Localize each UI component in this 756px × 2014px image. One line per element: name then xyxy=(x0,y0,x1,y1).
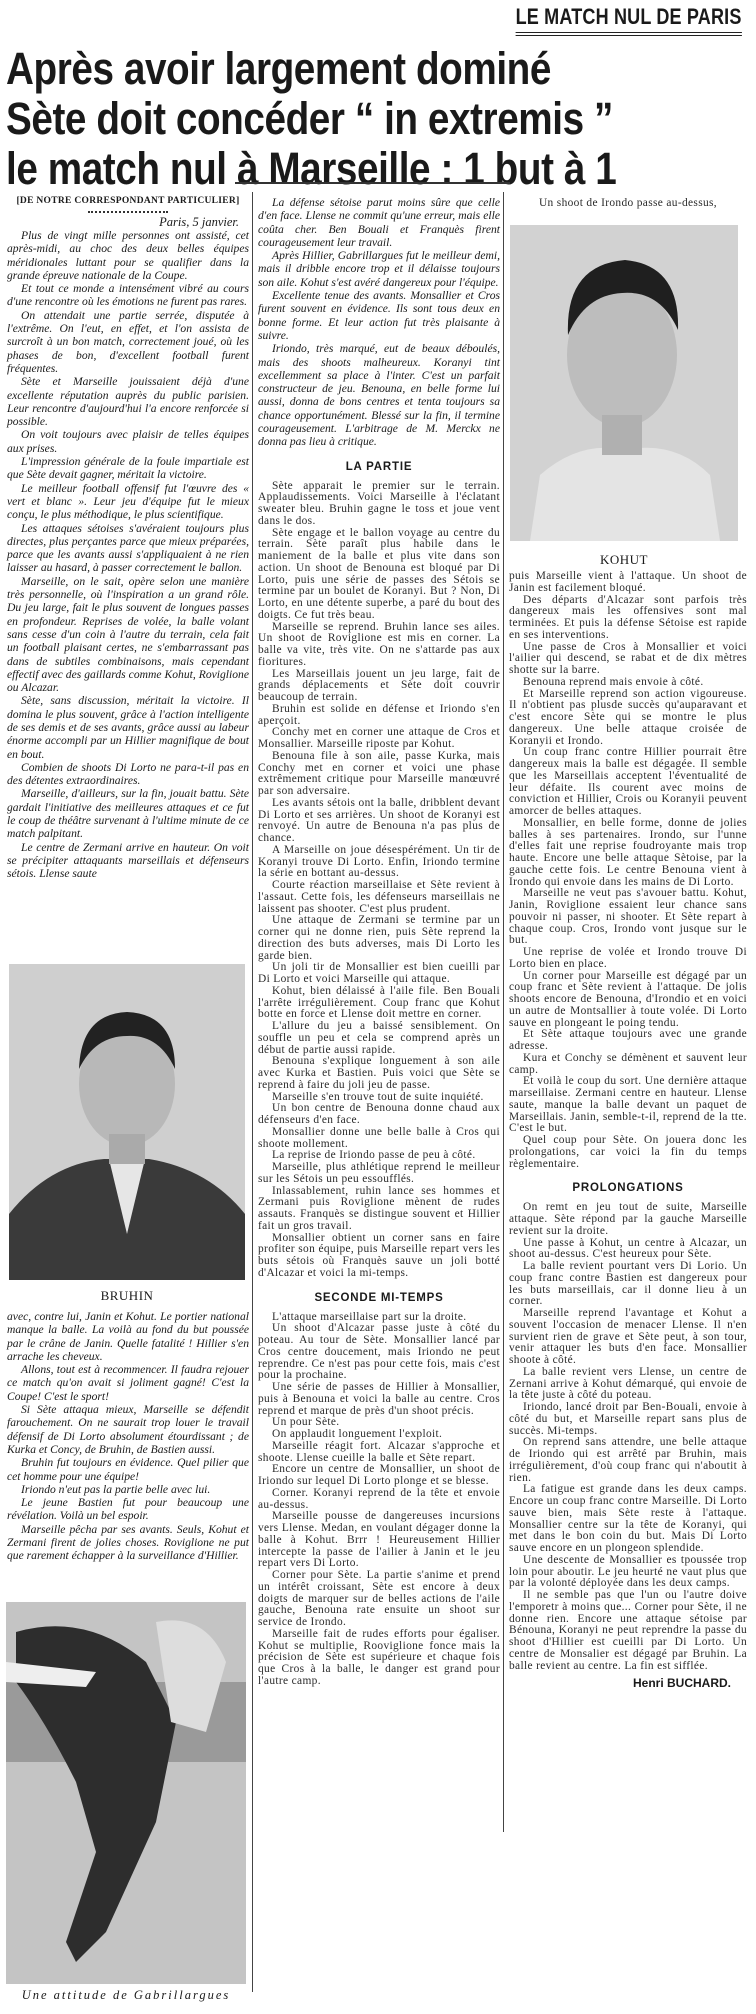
photo-bruhin-caption: BRUHIN xyxy=(100,1288,154,1303)
paragraph: Une passe de Cros à Monsallier et voici l'ailier qui descend, se rabat et de dix mètres shotte sur la barre. xyxy=(509,640,747,676)
paragraph: Des départs d'Alcazar sont parfois très dangereux mais les offensives sont mal terminées. Et puis la défense Sétoise est rapide en ses interventions. xyxy=(509,593,747,641)
paragraph: Inlassablement, ruhin lance ses hommes et Zermani puis Roviglione mènent de rudes assauts. Franquès se distingue souvent et Hillier fait un gros travail. xyxy=(258,1184,500,1232)
paragraph: Benouna reprend mais envoie à côté. xyxy=(523,675,704,688)
paragraph: Si Sète attaqua mieux, Marseille se défendit farouchement. On ne saurait trop louer le travail défensif de Di Lorto absolument étourdissant ; de Kurka et Concy, de Bruhin, de Bastien aussi. xyxy=(7,1403,249,1456)
paragraph: Les Marseillais jouent un jeu large, fait de grands déplacements et Sète doit couvrir beaucoup de terrain. xyxy=(258,667,500,704)
paragraph: On attendait une partie serrée, disputée à l'extrême. On l'eut, en effet, et l'on assista de surcroît à un bon match, correctement joué, où les phases de bon, d'excellent football furent fréquentes. xyxy=(7,308,249,375)
photo-kohut xyxy=(510,225,738,541)
paragraph: Bruhin est solide en défense et Iriondo s'en aperçoit. xyxy=(258,702,500,727)
paragraph: Benouna file à son aile, passe Kurka, mais Conchy met en corner et voici une phase extrêmement critique pour Marseille manœuvré par son adversaire. xyxy=(258,749,500,798)
photo-bruhin xyxy=(9,964,245,1280)
column-3 xyxy=(509,571,747,1690)
headline-rule xyxy=(235,182,510,184)
column-rule xyxy=(503,192,504,1832)
paragraph: Une passe à Kohut, un centre à Alcazar, un shoot au-dessus. C'est heureux pour Sète. xyxy=(509,1236,747,1261)
paragraph: Marseille reprend l'avantage et Kohut a souvent l'occasion de menacer Llense. Il n'en survient rien de grave et Sète peut, à son tour, venir attaquer les buts d'en face. Monsallier shoote à côté. xyxy=(509,1307,747,1366)
paragraph: Le meilleur football offensif fut l'œuvre des « vert et blanc ». Leur jeu d'équipe fut le mieux conçu, le plus méthodique, le plus scientifique. xyxy=(7,481,249,522)
paragraph: La défense sétoise parut moins sûre que celle d'en face. Llense ne commit qu'une erreur, mais elle coûta cher. Ben Bouali et Franquès firent courageusement leur travail. xyxy=(258,196,500,249)
paragraph: Marseille s'en trouve tout de suite inquiété. xyxy=(272,1090,484,1103)
paragraph: Après Hillier, Gabrillargues fut le meilleur demi, mais il dribble encore trop et il délaisse toujours son aile. Kohut s'est avéré dangereux pour l'équipe. xyxy=(258,249,500,289)
paragraph: Corner pour Sète. La partie s'anime et prend un intérêt croissant, Sète est encore à deux doigts de marquer sur de belles actions de l'aile gauche, Benouna rate ensuite un shoot sur service de Irondo. xyxy=(258,1569,500,1629)
paragraph: L'attaque marseillaise part sur la droite. xyxy=(272,1310,467,1323)
paragraph: A Marseille on joue désespérément. Un tir de Koranyi trouve Di Lorto. Enfin, Iriondo termine la série en bottant au-dessus. xyxy=(258,843,500,880)
paragraph: Monsallier donne une belle balle à Cros qui shoote mollement. xyxy=(258,1125,500,1150)
portrait-illustration xyxy=(510,225,738,541)
paragraph: Une attaque de Zermani se termine par un corner qui ne donne rien, puis Sète reprend la direction des buts adverses, mais Di Lorto les garde bien. xyxy=(258,914,500,962)
paragraph: La reprise de Iriondo passe de peu à côté. xyxy=(272,1149,476,1162)
paragraph: L'impression générale de la foule impartiale est que Sète devait gagner, méritait la victoire. xyxy=(7,455,249,482)
column2-seconde-paragraphs xyxy=(258,1312,500,1688)
paragraph: Les attaques sétoises s'avéraient toujours plus directes, plus perçantes parce que mieux préparées, parce que les avants aussi s'appliquaient à ne rien laisser au hasard, à passer correctement le ballon. xyxy=(7,521,249,575)
paragraph: Et Sète attaque toujours avec une grande adresse. xyxy=(509,1028,747,1052)
paragraph: L'allure du jeu a baissé sensiblement. On souffle un peu et cela se comprend après un début de partie aussi rapide. xyxy=(258,1020,500,1056)
paragraph: Et voilà le coup du sort. Une dernière attaque marseillaise. Zermani centre en hauteur. Llense saute, manque la balle devant un paquet de Marseillais. Janin, semble-t-il, reprend de la tte. C'est le but. xyxy=(509,1075,747,1135)
column2-intro-paragraphs xyxy=(258,196,500,449)
paragraph: La balle revient vers Llense, un centre de Zernani arrive à Kohut démarqué, qui envoie de la tête juste à côté du poteau. xyxy=(509,1365,747,1402)
paragraph: Monsallier obtient un corner sans en faire profiter son équipe, puis Marseille repart vers les buts sétois où Franquès sauve un joli botté d'Alcazar et voici la mi-temps. xyxy=(258,1231,500,1279)
column-3-lead: Un shoot de Irondo passe au-dessus, xyxy=(538,197,718,209)
column1-bottom-paragraphs xyxy=(7,1310,249,1563)
column1-top-paragraphs xyxy=(7,229,249,881)
heading-seconde-mi-temps: SECONDE MI-TEMPS xyxy=(314,1291,444,1304)
paragraph: Excellente tenue des avants. Monsallier et Cros furent souvent en évidence. Ils sont tous deux en bonne forme. Et leur action fut très plaisante à suivre. xyxy=(258,289,500,342)
paragraph: Allons, tout est à recommencer. Il faudra rejouer ce match qu'on avait si joliment gagné! C'est la Coupe! C'est le sport! xyxy=(7,1363,249,1403)
headline xyxy=(6,44,642,194)
paragraph: Conchy met en corner une attaque de Cros et Monsallier. Marseille riposte par Kohut. xyxy=(258,726,500,751)
paragraph: Sète et Marseille jouissaient déjà d'une excellente réputation auprès du public parisien. Leur rencontre d'aujourd'hui l'a encore renforcée si possible. xyxy=(7,375,249,429)
headline-line: Sète doit concéder “ in extremis ” xyxy=(6,93,613,144)
column3-main-paragraphs xyxy=(509,571,747,1170)
paragraph: Marseille, plus athlétique reprend le meilleur sur les Sétois un peu essoufflés. xyxy=(258,1161,500,1185)
paragraph: Les avants sétois ont la balle, dribblent devant Di Lorto et ses arrières. Un shoot de Koranyi est renvoyé. Un autre de Benouna n'a pas plus de chance. xyxy=(258,796,500,845)
paragraph: Marseille, on le sait, opère selon une manière très personnelle, où l'inspiration a un grand rôle. Du jeu large, fait le plus souvent de longues passes en profondeur. Reprises de volée, la balle volant sans cesse d'un coin à l'autre du terrain, cela fait un football plaisant certes, ne s'embarrassant pas dans de subtiles combinaisons, mais cependant effectif avec des gaillards comme Kohut, Roviglione ou Alcazar. xyxy=(7,574,249,695)
headline-line: Après avoir largement dominé xyxy=(6,43,551,94)
paragraph: puis Marseille vient à l'attaque. Un shoot de Janin est facilement bloqué. xyxy=(509,570,747,594)
portrait-illustration xyxy=(9,964,245,1280)
column2-partie-paragraphs xyxy=(258,481,500,1280)
paragraph: Sète engage et le ballon voyage au centre du terrain. Sète paraît plus habile dans le maniement de la balle et plus vite dans son action. Un shoot de Benouna est bloqué par Di Lorto, puis une série de passes des Sétois se termine par un boulet de Koranyi. But ? Non, Di Lorto, en une détente superbe, a paré du bout des doigts. Ce fut très beau. xyxy=(258,526,500,621)
paragraph: Benouna s'explique longuement à son aile avec Kurka et Bastien. Puis voici que Sète se reprend à faire du joli jeu de passe. xyxy=(258,1055,500,1091)
paragraph: Monsallier, en belle forme, donne de jolies balles à ses partenaires. Irondo, sur l'unne d'elles fait une reprise foudroyante mais trop haute. Encore une belle attaque Sètoise, par la gauche cette fois. Le centre Benouna vient à Irondo qui envoie dans les mains de Di Lorto. xyxy=(509,816,747,888)
paragraph: Sète apparait le premier sur le terrain. Applaudissements. Voici Marseille à l'éclatant sweater bleu. Bruhin gagne le toss et joue vent dans le dos. xyxy=(258,479,500,527)
paragraph: Une série de passes de Hillier à Monsallier, puis à Benouna et voici la balle au centre. Cros reprend et marque de près d'un shoot précis. xyxy=(258,1381,500,1417)
photo-gabrillargues xyxy=(6,1602,246,1984)
paragraph: Une reprise de volée et Irondo trouve Di Lorto bien en place. xyxy=(509,946,747,970)
paragraph: Un joli tir de Monsallier est bien cueilli par Di Lorto et voici Marseille qui attaque. xyxy=(258,961,500,986)
paragraph: Marseille réagit fort. Alcazar s'approche et shoote. Llense cueille la balle et Sète repart. xyxy=(258,1439,500,1464)
paragraph: Iriondo, très marqué, eut de beaux déboulés, mais des shoots malheureux. Koranyi tint excellemment sa place à l'inter. C'est un parfait constructeur de jeu. Benouna, en belle forme lui aussi, donna de bons centres et tenta toujours sa chance opportunément. Blessé sur la fin, il termine courageusement. L'arbitrage de M. Merckx ne donna pas lieu à critique. xyxy=(258,342,500,449)
paragraph: Une descente de Monsallier es tpoussée trop loin pour aboutir. Le jeu heurté ne vaut plus que par la volonté déployée dans les deux camps. xyxy=(509,1553,747,1590)
paragraph: Sète, sans discussion, méritait la victoire. Il domina le plus souvent, grâce à l'action intelligente de ses demis et de ses avants, grâce aussi au labeur énorme accompli par un Hillier magnifique de bout en bout. xyxy=(7,694,249,761)
paragraph: Kura et Conchy se démènent et sauvent leur camp. xyxy=(509,1051,747,1076)
paragraph: Le centre de Zermani arrive en hauteur. On voit se précipiter attaquants marseillais et défenseurs sétois. Llense saute xyxy=(7,840,249,881)
paragraph: Plus de vingt mille personnes ont assisté, cet après-midi, au choc des deux belles équipes méridionales luttant pour se qualifier dans la grande épreuve nationale de la Coupe. xyxy=(7,229,249,282)
paragraph: Courte réaction marseillaise et Sète revient à l'assaut. Cette fois, les défenseurs marseillais ne laissent pas shooter. C'est plus prudent. xyxy=(258,879,500,915)
paragraph: Marseille, d'ailleurs, sur la fin, jouait battu. Sète gardait l'initiative des meilleures attaques et ce fut le coup de théâtre survenant à l'ultime minute de ce match palpitant. xyxy=(7,787,249,841)
paragraph: La balle revient pourtant vers Di Lorio. Un coup franc contre Bastien est dangereux pour les buts marseillais, car il donne lieu à un corner. xyxy=(509,1260,747,1308)
ornament xyxy=(88,207,168,213)
paragraph: Marseille pousse de dangereuses incursions vers Llense. Medan, en voulant dégager donne la balle à Kohut. Brrr ! Heureusement Hillier intercepte la passe de l'ailier à Janin et le jeu repart vers Di Lorto. xyxy=(258,1510,500,1570)
column-1-top xyxy=(7,196,249,881)
paragraph: Un coup franc contre Hillier pourrait être dangereux mais la balle est dégagée. Il semble que les Marseillais acceptent l'éventualité de leur défaite. Ils courent avec moins de conviction et Hillier, Crois ou Koranyii peuvent amorcer de belles attaques. xyxy=(509,746,747,817)
paragraph: Il ne semble pas que l'un ou l'autre doive l'emporetr à moins que... Corner pour Sète, il ne donne rien. Encore une attaque sétoise par Bénouna, Koranyi ne peut reprendre la passe du shoot d'Hillier est cueilli par Di Lorto. Un centre de Monsalier est dégagé par Bruhin. La balle revient au centre. La fin est sifflée. xyxy=(509,1589,747,1672)
paragraph: Et Marseille reprend son action vigoureuse. Il n'obtient pas plusde succès qu'auparavant et c'est encore Sète qui se montre le plus dangereux. Une belle attaque croisée de Koranyii et Irondo. xyxy=(509,687,747,747)
column3-prolongations-paragraphs xyxy=(509,1202,747,1672)
paragraph: Le jeune Bastien fut pour beaucoup une révélation. Voilà un bel espoir. xyxy=(7,1496,249,1523)
paragraph: Quel coup pour Sète. On jouera donc les prolongations, car voici la fin du temps règlementaire. xyxy=(509,1134,747,1170)
paragraph: Un pour Sète. xyxy=(272,1416,340,1429)
dateline: Paris, 5 janvier. xyxy=(159,215,239,229)
paragraph: Combien de shoots Di Lorto ne para-t-il pas en des détentes extraordinaires. xyxy=(7,760,249,788)
photo-gabrillargues-caption: Une attitude de Gabrillargues xyxy=(21,1988,231,2002)
paragraph: Un corner pour Marseille est dégagé par un coup franc et Sète revient à l'attaque. De jolis shoots encore de Benouna, d'Irondio et en voici un autre de Montsallier à toute volée. Di Lorto sauve en plongeant le poing tendu. xyxy=(509,969,747,1029)
paragraph: Iriondo, lancé droit par Ben-Bouali, envoie à côté du but, et Marseille repart sans plus de succès. Mi-temps. xyxy=(509,1401,747,1437)
paragraph: Corner. Koranyi reprend de la tête et envoie au-dessus. xyxy=(258,1486,500,1511)
paragraph: On applaudit longuement l'exploit. xyxy=(272,1428,443,1441)
byline: [DE NOTRE CORRESPONDANT PARTICULIER] xyxy=(16,196,240,206)
paragraph: Marseille pêcha par ses avants. Seuls, Kohut et Zermani firent de jolies choses. Roviglione ne put que rarement échapper à la surveillance d'Hillier. xyxy=(7,1522,249,1563)
paragraph: Kohut, bien délaissé à l'aile file. Ben Bouali l'arrête irrégulièrement. Coup franc que Kohut botte en force et Llense doit mettre en corner. xyxy=(258,984,500,1021)
photo-kohut-caption: KOHUT xyxy=(600,552,648,567)
paragraph: Un shoot d'Alcazar passe juste à côté du poteau. Au tour de Sète. Monsallier lancé par Cros centre doucement, mais Iriondo ne peut reprendre. Ce n'est pas pour cette fois, mais c'est pour la prochaine. xyxy=(258,1322,500,1382)
paragraph: Marseille se reprend. Bruhin lance ses ailes. Un shoot de Roviglione est mis en corner. La balle va vite, très vite. On ne s'attarde pas aux fioritures. xyxy=(258,620,500,668)
column-rule xyxy=(252,192,253,1992)
paragraph: Iriondo n'eut pas la partie belle avec lui. xyxy=(21,1482,211,1496)
headline-line: le match nul à Marseille : 1 but à 1 xyxy=(6,143,617,194)
section-kicker: LE MATCH NUL DE PARIS xyxy=(516,4,742,36)
paragraph: La fatigue est grande dans les deux camps. Encore un coup franc contre Marseille. Di Lorto sauve bien, mais Sète reste à l'attaque. Monsallier centre sur la tête de Koranyi, qui met dans le bon coin du but. Mais Di Lorto sauve encore en un plongeon splendide. xyxy=(509,1483,747,1554)
paragraph: On remt en jeu tout de suite, Marseille attaque. Sète répond par la gauche Marseille revient sur la droite. xyxy=(509,1201,747,1237)
paragraph: Encore un centre de Monsallier, un shoot de Iriondo sur lequel Di Lorto plonge et se blesse. xyxy=(258,1463,500,1488)
paragraph: Et tout ce monde a intensément vibré au cours d'une rencontre où les émotions ne furent pas rares. xyxy=(7,282,249,309)
column-2 xyxy=(258,196,500,1688)
heading-prolongations: PROLONGATIONS xyxy=(572,1182,684,1195)
paragraph: On reprend sans attendre, une belle attaque de Iriondo qui est arrêté par Bruhin, mais irrégulièrement, d'où coup franc qui n'aboutit à rien. xyxy=(509,1436,747,1484)
column-1-bottom xyxy=(7,1310,249,1563)
paragraph: On voit toujours avec plaisir de telles équipes aux prises. xyxy=(7,428,249,455)
paragraph: avec, contre lui, Janin et Kohut. Le portier national manque la balle. La voilà au fond du but poussée par le crâne de Janin. Quelle fatalité ! Hillier s'en arrache les cheveux. xyxy=(7,1310,249,1363)
action-photo-illustration xyxy=(6,1602,246,1984)
paragraph: Un bon centre de Benouna donne chaud aux défenseurs d'en face. xyxy=(258,1102,500,1127)
paragraph: Marseille fait de rudes efforts pour égaliser. Kohut se multiplie, Rooviglione fonce mais la précision de Sète est supérieure et chaque fois que Cros à la balle, le danger est grand pour l'autre camp. xyxy=(258,1627,500,1687)
paragraph: Bruhin fut toujours en évidence. Quel pilier que cet homme pour une équipe! xyxy=(7,1456,249,1483)
paragraph: Marseille ne veut pas s'avouer battu. Kohut, Janin, Roviglione essaient leur chance sans pouvoir ni passer, ni shooter. Et Sète repart à chaque coup. Cros, Irondo vont jusque sur le but. xyxy=(509,887,747,947)
signature: Henri BUCHARD. xyxy=(632,1676,731,1691)
heading-la-partie: LA PARTIE xyxy=(345,460,413,473)
